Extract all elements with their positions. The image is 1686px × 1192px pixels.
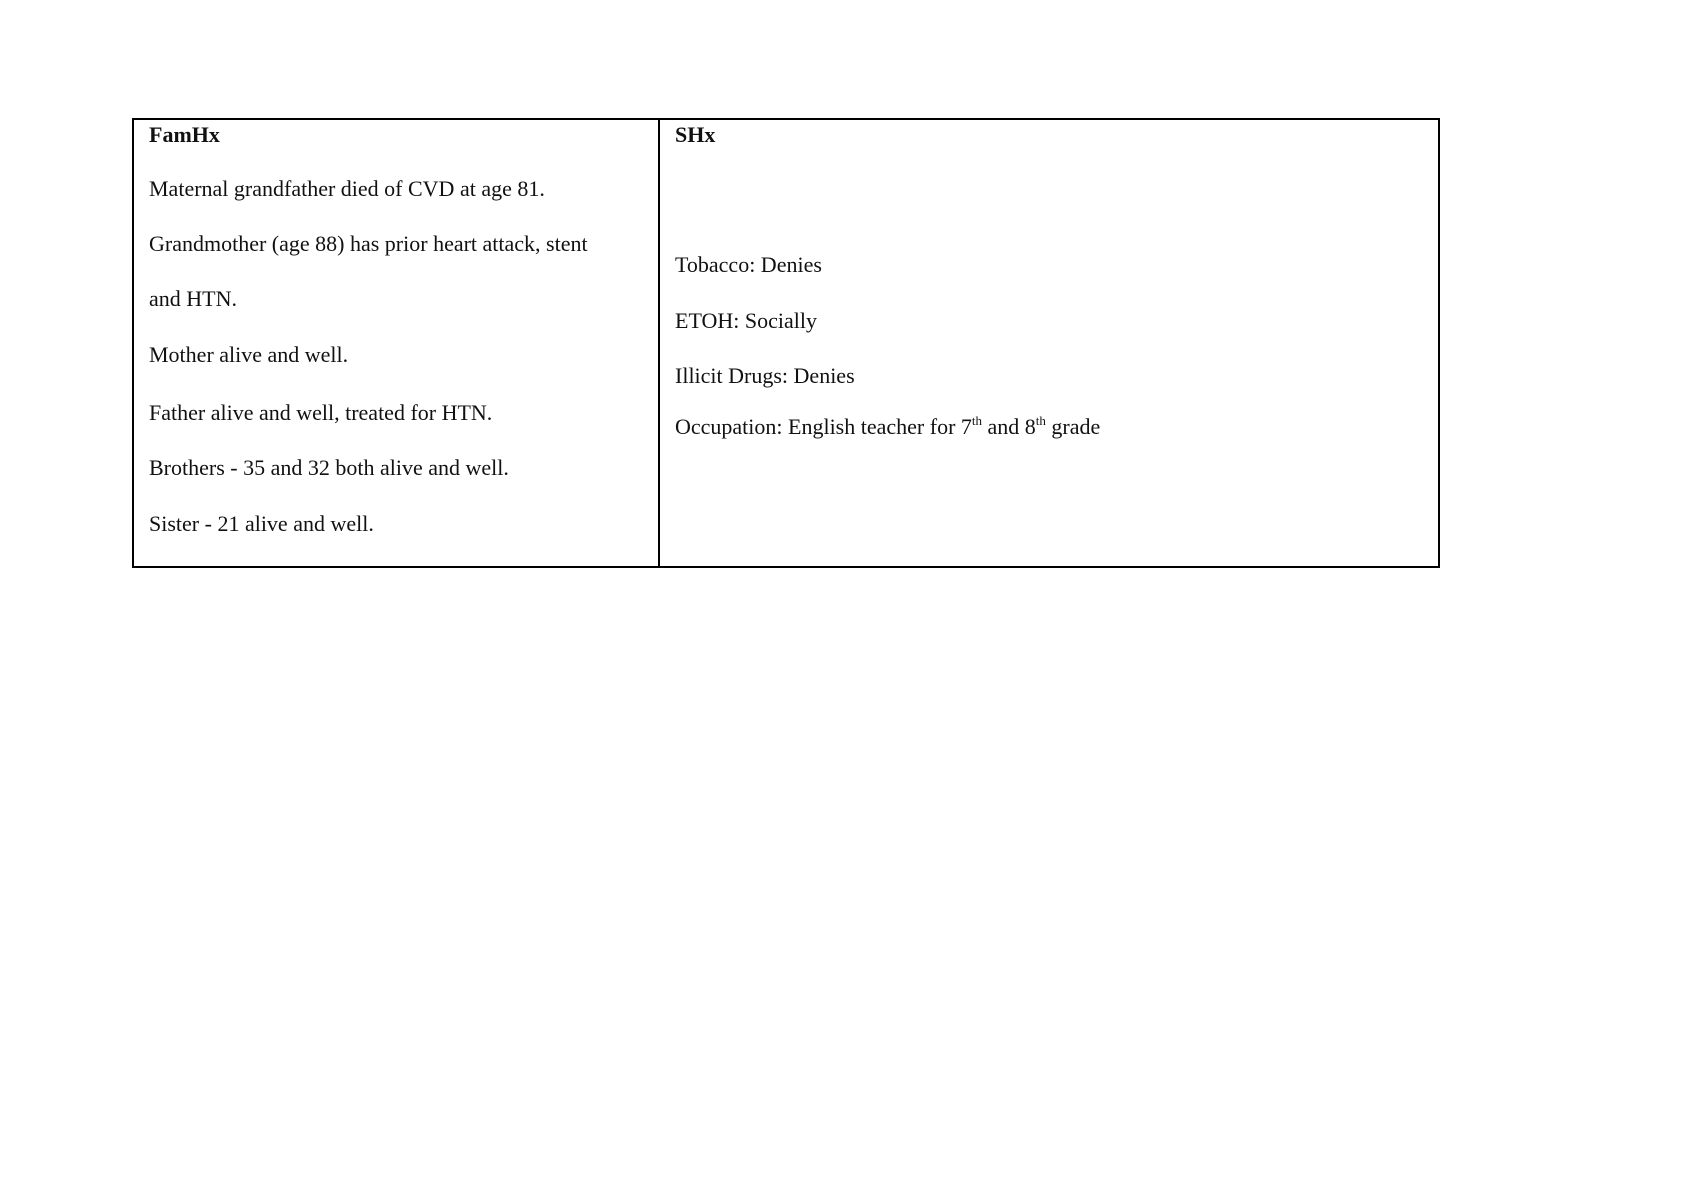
famhx-line: and HTN. [149,286,237,311]
occupation-middle: and 8 [982,414,1036,439]
famhx-heading: FamHx [149,122,220,147]
famhx-line: Sister - 21 alive and well. [149,511,374,536]
shx-cell [660,120,1438,566]
occupation-suffix: grade [1045,414,1101,439]
occupation-prefix: Occupation: English teacher for 7 [675,414,972,439]
famhx-line: Maternal grandfather died of CVD at age 81. [149,176,545,201]
shx-heading: SHx [675,122,716,147]
famhx-line: Brothers - 35 and 32 both alive and well. [149,455,509,480]
famhx-line: Mother alive and well. [149,342,349,367]
famhx-line: Father alive and well, treated for HTN. [149,400,493,425]
famhx-cell [134,120,660,566]
shx-etoh: ETOH: Socially [675,308,817,333]
famhx-line: Grandmother (age 88) has prior heart attack, stent [149,231,588,256]
shx-illicit-drugs: Illicit Drugs: Denies [675,363,855,388]
occupation-ordinal-1: th [971,413,983,428]
shx-tobacco: Tobacco: Denies [675,252,822,277]
occupation-ordinal-2: th [1035,413,1046,428]
shx-occupation [675,414,1100,440]
history-table [132,118,1440,568]
